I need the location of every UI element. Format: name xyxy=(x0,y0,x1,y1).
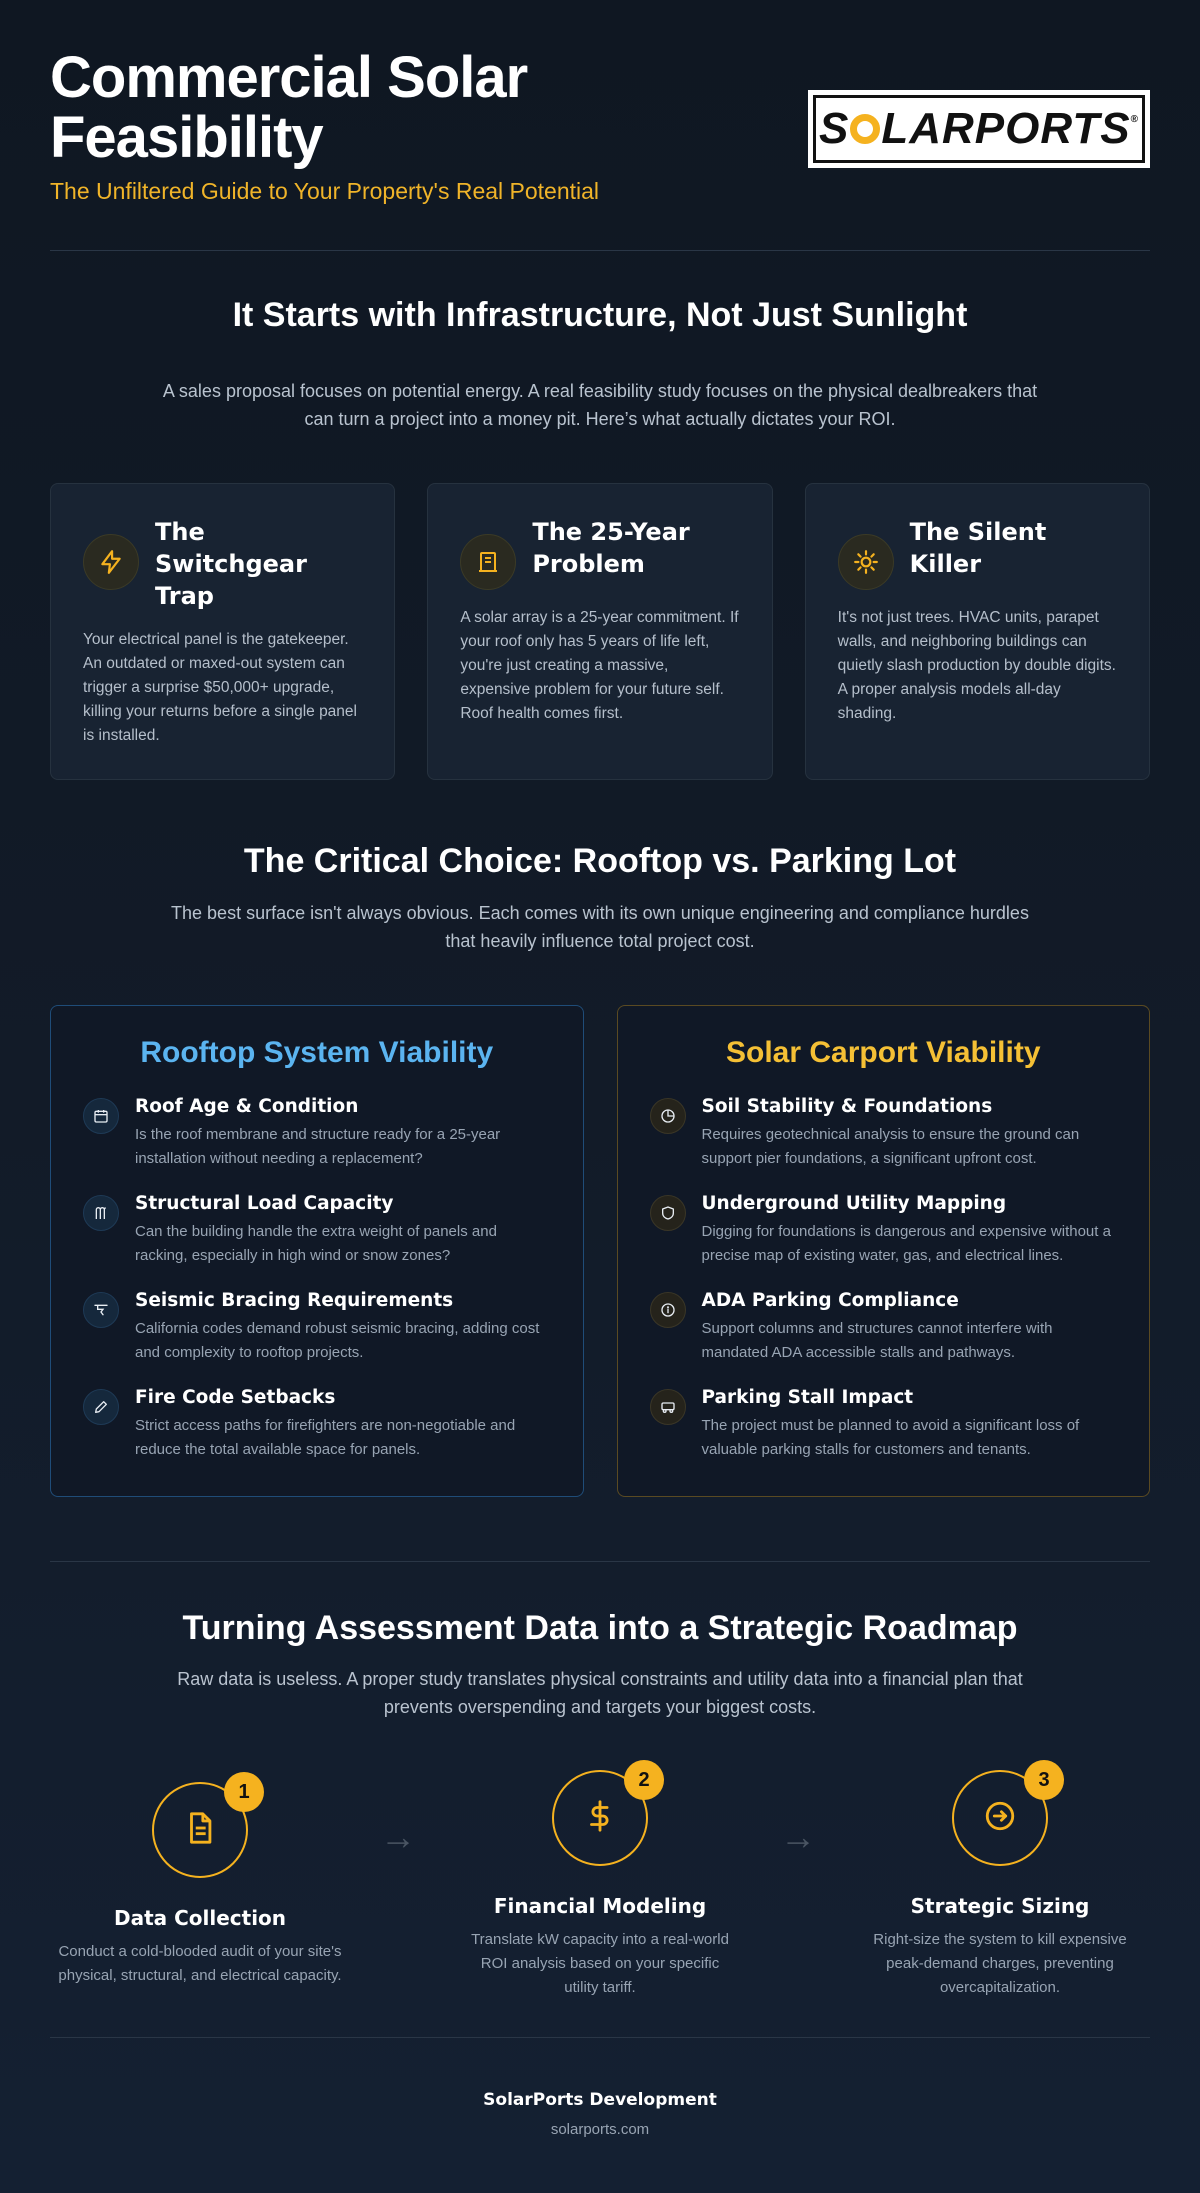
choice-description: The best surface isn't always obvious. Each comes with its own unique engineering and compliance hurdles that heavily influence total project cost. xyxy=(171,903,1029,951)
list-item xyxy=(83,1290,551,1365)
step-number: 3 xyxy=(1024,1760,1064,1800)
list-item xyxy=(650,1193,1118,1268)
footer-url-link[interactable]: solarports.com xyxy=(550,2121,650,2138)
list-item xyxy=(83,1096,551,1171)
item-text: Is the roof membrane and structure ready for a 25-year installation without needing a replacement? xyxy=(135,1126,501,1167)
item-text: California codes demand robust seismic bracing, adding cost and complexity to rooftop projects. xyxy=(135,1320,540,1361)
list-item xyxy=(83,1387,551,1462)
step-number: 2 xyxy=(624,1760,664,1800)
list-item xyxy=(650,1096,1118,1171)
logo-wordmark: S LARPORTS ® xyxy=(819,104,1139,153)
page-title: Commercial Solar Feasibility xyxy=(50,45,528,170)
infrastructure-title: It Starts with Infrastructure, Not Just Sunlight xyxy=(232,296,968,334)
target-arrow-icon xyxy=(983,1799,1017,1838)
infrastructure-cards xyxy=(50,483,1150,780)
pie-icon xyxy=(650,1098,686,1134)
card-switchgear xyxy=(50,483,395,780)
step-text: Conduct a cold-blooded audit of your site's physical, structural, and electrical capacity. xyxy=(58,1943,342,1984)
lightning-icon xyxy=(83,534,139,590)
card-text: Your electrical panel is the gatekeeper. An outdated or maxed-out system can trigger a surprise $50,000+ upgrade, killing your returns before a single panel is installed. xyxy=(83,631,357,744)
rooftop-title: Rooftop System Viability xyxy=(140,1036,494,1069)
arrow-icon: → xyxy=(780,1816,816,1857)
rooftop-panel xyxy=(50,1005,584,1497)
section-divider xyxy=(50,1561,1150,1562)
header xyxy=(50,0,1150,251)
item-title: Structural Load Capacity xyxy=(135,1193,394,1214)
info-icon xyxy=(650,1292,686,1328)
comparison-panels xyxy=(50,1005,1150,1497)
step-data-collection xyxy=(50,1782,350,1988)
footer-divider xyxy=(50,2037,1150,2038)
footer-company: SolarPorts Development xyxy=(483,2090,717,2110)
roadmap-steps xyxy=(50,1768,1150,2010)
card-title: The Switchgear Trap xyxy=(155,518,307,610)
car-icon xyxy=(650,1389,686,1425)
shield-icon xyxy=(650,1195,686,1231)
step-strategic-sizing xyxy=(850,1770,1150,2000)
calendar-icon xyxy=(83,1098,119,1134)
solarports-logo xyxy=(808,90,1150,168)
item-title: Seismic Bracing Requirements xyxy=(135,1290,454,1311)
card-text: A solar array is a 25-year commitment. If your roof only has 5 years of life left, you're just creating a massive, expensive problem for your future self. Roof health comes first. xyxy=(460,609,739,722)
carport-panel xyxy=(617,1005,1151,1497)
structure-icon xyxy=(83,1195,119,1231)
list-item xyxy=(650,1387,1118,1462)
item-text: Digging for foundations is dangerous and expensive without a precise map of existing water, gas, and electrical lines. xyxy=(701,1223,1111,1264)
choice-title: The Critical Choice: Rooftop vs. Parking Lot xyxy=(243,842,957,880)
step-title: Strategic Sizing xyxy=(910,1894,1090,1918)
infrastructure-description: A sales proposal focuses on potential energy. A real feasibility study focuses on the physical dealbreakers that can turn a project into a money pit. Here’s what actually dictates your ROI. xyxy=(162,381,1038,429)
card-silent-killer xyxy=(805,483,1150,780)
list-item xyxy=(83,1193,551,1268)
page-subtitle: The Unfiltered Guide to Your Property's Real Potential xyxy=(50,178,600,204)
item-title: Soil Stability & Foundations xyxy=(701,1096,993,1117)
step-title: Financial Modeling xyxy=(493,1894,707,1918)
item-title: Roof Age & Condition xyxy=(135,1096,359,1117)
dollar-icon xyxy=(583,1799,617,1838)
item-title: Fire Code Setbacks xyxy=(135,1387,336,1408)
carport-title: Solar Carport Viability xyxy=(725,1036,1041,1069)
step-number: 1 xyxy=(224,1772,264,1812)
item-text: Requires geotechnical analysis to ensure the ground can support pier foundations, a significant upfront cost. xyxy=(701,1126,1080,1167)
pencil-icon xyxy=(83,1389,119,1425)
sun-icon xyxy=(838,534,894,590)
logo-sun-o xyxy=(850,114,880,144)
building-icon xyxy=(460,534,516,590)
item-title: ADA Parking Compliance xyxy=(701,1290,959,1311)
item-text: Can the building handle the extra weight of panels and racking, especially in high wind or snow zones? xyxy=(135,1223,497,1264)
card-25-year xyxy=(427,483,772,780)
seismic-icon xyxy=(83,1292,119,1328)
card-title: The Silent Killer xyxy=(909,518,1047,578)
document-icon xyxy=(183,1811,217,1850)
card-title: The 25-Year Problem xyxy=(532,518,690,578)
list-item xyxy=(650,1290,1118,1365)
page xyxy=(50,0,1150,2138)
item-text: Strict access paths for firefighters are non-negotiable and reduce the total available space for panels. xyxy=(135,1417,516,1458)
step-text: Right-size the system to kill expensive peak-demand charges, preventing overcapitalization. xyxy=(873,1931,1127,1996)
card-text: It's not just trees. HVAC units, parapet walls, and neighboring buildings can quietly slash production by double digits. A proper analysis models all-day shading. xyxy=(837,609,1116,722)
step-title: Data Collection xyxy=(113,1906,287,1930)
item-title: Parking Stall Impact xyxy=(701,1387,914,1408)
item-text: Support columns and structures cannot interfere with mandated ADA accessible stalls and pathways. xyxy=(701,1320,1053,1361)
step-financial-modeling xyxy=(450,1770,750,2000)
item-text: The project must be planned to avoid a significant loss of valuable parking stalls for customers and tenants. xyxy=(701,1417,1080,1458)
arrow-icon: → xyxy=(380,1816,416,1857)
item-title: Underground Utility Mapping xyxy=(701,1193,1007,1214)
step-text: Translate kW capacity into a real-world ROI analysis based on your specific utility tariff. xyxy=(471,1931,729,1996)
roadmap-title: Turning Assessment Data into a Strategic Roadmap xyxy=(182,1609,1018,1647)
roadmap-description: Raw data is useless. A proper study translates physical constraints and utility data into a financial plan that prevents overspending and targets your biggest costs. xyxy=(177,1669,1023,1717)
